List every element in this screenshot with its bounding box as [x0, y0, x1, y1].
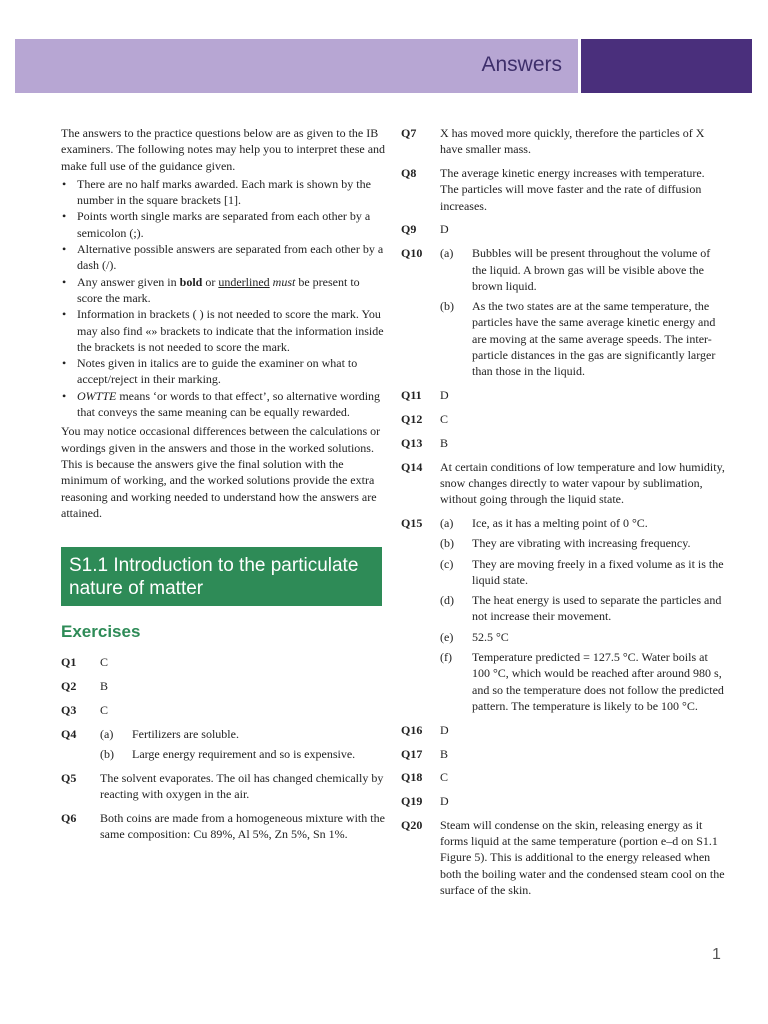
sub-answer: (a) Ice, as it has a melting point of 0 °C. — [440, 515, 648, 530]
sub-answer: (b) They are vibrating with increasing frequency. — [440, 536, 691, 551]
answer-text: X has moved more quickly, therefore the particles of X have smaller mass. — [440, 126, 705, 157]
answer-q1 — [61, 654, 386, 670]
closing-paragraph: You may notice occasional differences between the calculations or wordings given in the answers and those in the worked solutions. This is because the answers give the final solution with the minimum of working, and the worked solutions provide the extra reasoning and working needed to understand how the answers are attained. — [61, 424, 381, 520]
section-heading: S1.1 Introduction to the particulate nature of matter — [61, 547, 382, 606]
question-number: Q10 — [401, 246, 423, 261]
question-number: Q6 — [61, 810, 77, 825]
sub-answer: (b) Large energy requirement and so is expensive. — [100, 746, 356, 761]
answer-text: B — [440, 746, 449, 761]
answer-q15 — [401, 515, 726, 714]
note-item: • Notes given in italics are to guide the examiner on what to accept/reject in their marking. — [61, 355, 386, 388]
sub-answer: (b) As the two states are at the same temperature, the particles have the same average kinetic energy and are moving at the same average speeds. The inter-particle distances in the gas are significantly larger than those in the liquid. — [440, 299, 716, 379]
notes-list — [61, 176, 386, 420]
question-number: Q1 — [61, 655, 77, 670]
sub-answer: (a) Fertilizers are soluble. — [100, 726, 239, 741]
note-item-owtte: • OWTTE means ‘or words to that effect’, so alternative wording that conveys the same meaning can be equally rewarded. — [61, 388, 386, 421]
answer-q20 — [401, 817, 726, 898]
sub-answer: (f) Temperature predicted = 127.5 °C. Water boils at 100 °C, which would be reached after around 980 s, and so the temperature does not follow the predicted pattern. The temperature is likely to be 100 °C. — [440, 650, 724, 713]
answer-text: B — [440, 435, 449, 450]
page-title: Answers — [481, 53, 562, 76]
question-number: Q18 — [401, 770, 423, 785]
note-item-bold-underline: • Any answer given in bold or underlined must be present to score the mark. — [61, 274, 386, 307]
answer-text: D — [440, 388, 449, 403]
answer-text: At certain conditions of low temperature and low humidity, snow changes directly to water vapour by sublimation, without going through the liquid state. — [440, 459, 725, 507]
question-number: Q11 — [401, 388, 422, 403]
note-item: • Alternative possible answers are separated from each other by a dash (/). — [61, 241, 386, 274]
answer-q9 — [401, 221, 726, 237]
answer-q13 — [401, 435, 726, 451]
answer-text: C — [440, 411, 449, 426]
question-number: Q12 — [401, 411, 423, 426]
answer-text: C — [440, 770, 449, 785]
sub-answer: (a) Bubbles will be present throughout the volume of the liquid. A brown gas will be visible above the brown liquid. — [440, 246, 711, 293]
note-item: • Points worth single marks are separated from each other by a semicolon (;). — [61, 208, 386, 241]
answer-q14 — [401, 459, 726, 508]
question-number: Q9 — [401, 222, 417, 237]
question-number: Q20 — [401, 817, 423, 832]
question-number: Q16 — [401, 722, 423, 737]
left-column — [61, 125, 386, 850]
page-number: 1 — [712, 946, 721, 963]
answer-q7 — [401, 125, 726, 158]
answer-text: Steam will condense on the skin, releasing energy as it forms liquid at the same temperature (portion e–d on S1.1 Figure 5). This is additional to the energy released when both the boiling water and the condensed steam cool on the surface of the skin. — [440, 817, 725, 898]
answer-q18 — [401, 769, 726, 785]
answer-q2 — [61, 678, 386, 694]
header-accent-block — [581, 39, 752, 93]
intro-paragraph: The answers to the practice questions below are as given to the IB examiners. The following notes may help you to interpret these and make full use of the guidance given. — [61, 126, 386, 173]
answer-q19 — [401, 793, 726, 809]
question-number: Q13 — [401, 435, 423, 450]
question-number: Q4 — [61, 726, 77, 741]
question-number: Q19 — [401, 794, 423, 809]
answer-q12 — [401, 411, 726, 427]
question-number: Q14 — [401, 459, 423, 474]
answer-q8 — [401, 165, 726, 214]
question-number: Q3 — [61, 702, 77, 717]
right-column — [401, 125, 726, 906]
answer-text: The solvent evaporates. The oil has changed chemically by reacting with oxygen in the air. — [100, 770, 384, 801]
answer-q6 — [61, 810, 386, 843]
question-number: Q2 — [61, 678, 77, 693]
answer-q5 — [61, 770, 386, 803]
answer-q11 — [401, 387, 726, 403]
answer-q10 — [401, 245, 726, 379]
sub-answer: (c) They are moving freely in a fixed volume as it is the liquid state. — [440, 556, 724, 587]
note-item: • Information in brackets ( ) is not needed to score the mark. You may also find «» brackets to indicate that the information inside the brackets is not needed to score the mark. — [61, 306, 386, 355]
answer-q16 — [401, 722, 726, 738]
answer-text: The average kinetic energy increases with temperature. The particles will move faster and the rate of diffusion increases. — [440, 166, 705, 213]
answer-text: D — [440, 222, 449, 237]
exercises-heading: Exercises — [61, 622, 141, 642]
note-item: • There are no half marks awarded. Each mark is shown by the number in the square brackets [1]. — [61, 176, 386, 209]
header-band — [15, 39, 578, 93]
question-number: Q8 — [401, 166, 417, 181]
answer-q3 — [61, 702, 386, 718]
answer-text: B — [100, 678, 109, 693]
answer-text: C — [100, 702, 109, 717]
answer-q17 — [401, 746, 726, 762]
answer-text: Both coins are made from a homogeneous mixture with the same composition: Cu 89%, Al 5%, Zn 5%, Sn 1%. — [100, 810, 385, 841]
question-number: Q5 — [61, 770, 77, 785]
answer-text: D — [440, 722, 449, 737]
question-number: Q7 — [401, 126, 417, 140]
answer-text: C — [100, 655, 109, 670]
question-number: Q15 — [401, 515, 423, 530]
sub-answer: (d) The heat energy is used to separate the particles and not increase their movement. — [440, 593, 722, 624]
answer-q4 — [61, 726, 386, 763]
sub-answer: (e) 52.5 °C — [440, 629, 509, 644]
answer-text: D — [440, 794, 449, 809]
question-number: Q17 — [401, 746, 423, 761]
